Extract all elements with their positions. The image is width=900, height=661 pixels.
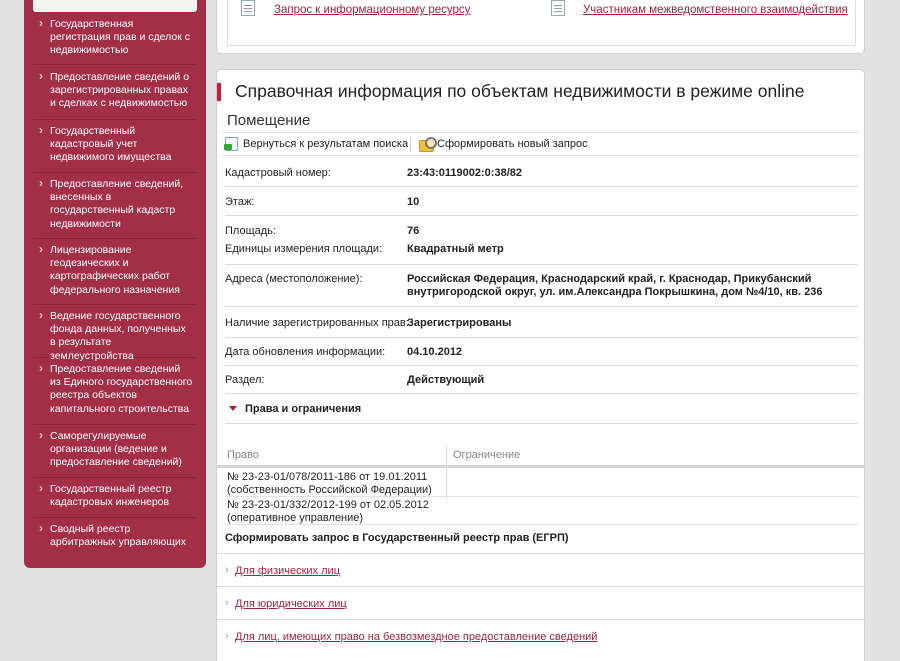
- field-value: внутригородской округ, ул. им.Александра Покрышкина, дом №4/10, кв. 236: [407, 286, 823, 298]
- field-row-registered: [225, 307, 858, 338]
- field-value: 76: [407, 225, 420, 237]
- new-request-button[interactable]: Сформировать новый запрос: [437, 138, 588, 150]
- new-request-icon[interactable]: [419, 137, 434, 151]
- right-entry-type: (оперативное управление): [227, 512, 364, 524]
- sidebar-item-sro[interactable]: › Саморегулируемые организации (ведение и предоставление сведений): [33, 430, 197, 478]
- sidebar-top-item[interactable]: [33, 0, 197, 12]
- info-resource-link[interactable]: Запрос к информационному ресурсу: [274, 4, 471, 16]
- field-row-section: [225, 366, 858, 394]
- legal-entities-link[interactable]: Для юридических лиц: [235, 598, 347, 610]
- document-icon: [551, 0, 565, 16]
- object-type-title: Помещение: [227, 112, 311, 129]
- field-value: Зарегистрированы: [407, 317, 512, 329]
- field-value: Действующий: [407, 374, 485, 386]
- field-row-cadastral: [225, 158, 858, 187]
- field-label: Раздел:: [225, 374, 265, 386]
- column-header-right: Право: [227, 449, 259, 461]
- top-links-box: [227, 0, 856, 46]
- egrp-link-row: [217, 553, 866, 586]
- document-icon: [241, 0, 255, 16]
- table-row: [225, 499, 858, 525]
- field-value: Квадратный метр: [407, 243, 504, 255]
- back-icon[interactable]: [225, 137, 238, 151]
- rights-section-heading: Права и ограничения: [245, 403, 362, 415]
- field-value: 23:43:0119002:0:38/82: [407, 167, 522, 179]
- triangle-down-icon: [229, 406, 237, 411]
- field-label: Адреса (местоположение):: [225, 273, 363, 285]
- field-label: Этаж:: [225, 196, 255, 208]
- sidebar-item-licensing[interactable]: › Лицензирование геодезических и картографических работ федерального назначения: [33, 244, 197, 305]
- sidebar-item-registration[interactable]: › Государственная регистрация прав и сделок с недвижимостью: [33, 18, 197, 65]
- object-info-panel: [216, 69, 865, 661]
- page-title: Справочная информация по объектам недвижимости в режиме online: [235, 81, 805, 101]
- right-entry-type: (собственность Российской Федерации): [227, 484, 432, 496]
- field-row-address: [225, 265, 858, 307]
- field-row-floor: [225, 187, 858, 216]
- field-row-area: [225, 216, 858, 265]
- title-accent: [217, 83, 221, 101]
- back-to-results-button[interactable]: Вернуться к результатам поиска: [243, 138, 409, 150]
- egrp-request-heading: Сформировать запрос в Государственный реестр прав (ЕГРП): [225, 532, 569, 544]
- field-row-updated: [225, 338, 858, 366]
- egrp-link-row: [217, 586, 866, 619]
- sidebar-item-land-fund[interactable]: › Ведение государственного фонда данных, полученных в результате землеустройства: [33, 310, 197, 358]
- field-value: 10: [407, 196, 420, 208]
- column-header-restriction: Ограничение: [453, 449, 521, 461]
- sidebar-item-egrokS[interactable]: › Предоставление сведений из Единого государственного реестра объектов капитального строительства: [33, 363, 197, 425]
- right-entry-number: № 23-23-01/078/2011-186 от 19.01.2011: [227, 471, 428, 483]
- rights-section-toggle[interactable]: [225, 394, 858, 424]
- field-label: Кадастровый номер:: [225, 167, 331, 179]
- chevron-right-icon: ›: [225, 630, 229, 642]
- chevron-right-icon: ›: [225, 597, 229, 609]
- free-access-link[interactable]: Для лиц, имеющих право на безвозмездное предоставление сведений: [235, 631, 598, 643]
- sidebar-item-arbitration[interactable]: › Сводный реестр арбитражных управляющих: [33, 523, 197, 558]
- field-label: Единицы измерения площади:: [225, 243, 383, 255]
- field-value: 04.10.2012: [407, 346, 463, 358]
- egrp-link-row: [217, 619, 866, 652]
- sidebar-item-cadastre-info[interactable]: › Предоставление сведений, внесенных в государственный кадастр недвижимости: [33, 178, 197, 239]
- sidebar-nav: [24, 0, 206, 568]
- toolbar: [222, 132, 858, 156]
- sidebar-item-cadastral-record[interactable]: › Государственный кадастровый учет недвижимого имущества: [33, 125, 197, 173]
- top-links-panel: [216, 0, 865, 54]
- table-row: [225, 471, 858, 497]
- toolbar-divider: [410, 137, 411, 152]
- individuals-link[interactable]: Для физических лиц: [235, 565, 340, 577]
- rights-table-header: [217, 442, 866, 468]
- field-label: Дата обновления информации:: [225, 346, 386, 358]
- chevron-right-icon: ›: [225, 564, 229, 576]
- field-value: Российская Федерация, Краснодарский край, г. Краснодар, Прикубанский: [407, 273, 812, 285]
- sidebar-item-cadastral-engineers[interactable]: › Государственный реестр кадастровых инженеров: [33, 483, 197, 518]
- sidebar-item-rights-info[interactable]: › Предоставление сведений о зарегистрированных правах и сделках с недвижимостью: [33, 71, 197, 120]
- field-label: Наличие зарегистрированных прав:: [225, 317, 409, 329]
- field-label: Площадь:: [225, 225, 276, 237]
- right-entry-number: № 23-23-01/332/2012-199 от 02.05.2012: [227, 499, 429, 511]
- interagency-link[interactable]: Участникам межведомственного взаимодействия: [583, 4, 848, 16]
